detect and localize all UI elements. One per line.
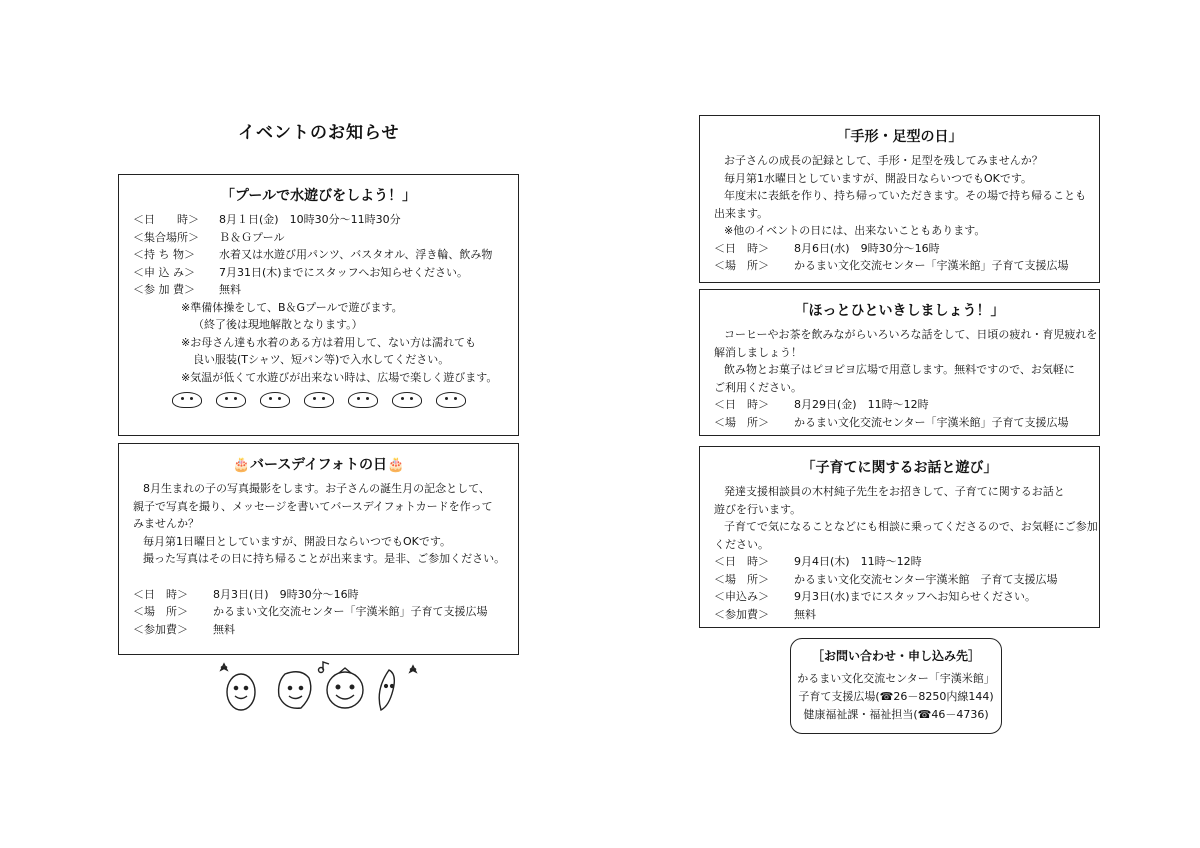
contact-box [790,638,1002,734]
parenting-text: 遊びを行います。 [714,502,802,516]
pool-row-date: ＜日 時＞ 8月１日(金) 10時30分～11時30分 [133,213,401,226]
relax-row-place: ＜場 所＞ かるまい文化交流センター「宇漢米館」子育て支援広場 [714,415,1069,429]
contact-title: ［お問い合わせ・申し込み先］ [811,649,980,663]
birthday-text: 毎月第1日曜日としていますが、開設日ならいつでもOKです。 [143,534,451,548]
pool-note: ※お母さん達も水着のある方は着用して、ない方は濡れても [181,335,476,349]
pool-row-application: ＜申 込 み＞ 7月31日(木)までにスタッフへお知らせください。 [133,265,469,279]
parenting-row-date: ＜日 時＞ 9月4日(木) 11時～12時 [714,555,922,568]
relax-row-date: ＜日 時＞ 8月29日(金) 11時～12時 [714,398,929,411]
swimmer-icon [260,392,290,408]
pool-row-belongings: ＜持 ち 物＞ 水着又は水遊び用パンツ、バスタオル、浮き輪、飲み物 [133,248,493,261]
parenting-text: ください。 [714,537,769,551]
relax-text: ご利用ください。 [714,380,802,394]
birthday-text: みませんか？ [133,517,199,530]
cake-icon: 🎂 [386,457,405,473]
contact-line: かるまい文化交流センター「宇漢米館」 [797,672,995,685]
page-title: イベントのお知らせ [238,123,400,143]
parenting-text: 子育てで気になることなどにも相談に乗ってくださるので、お気軽にご参加 [724,520,1098,533]
relax-text: 飲み物とお菓子はピヨピヨ広場で用意します。無料ですので、お気軽に [724,363,1075,376]
birthday-photo-title: 🎂バースデイフォトの日🎂 [232,457,405,473]
pool-event-box [118,174,519,436]
handprint-row-place: ＜場 所＞ かるまい文化交流センター「宇漢米館」子育て支援広場 [714,259,1069,272]
birthday-photo-box [118,443,519,655]
swimmer-icon [436,392,466,408]
birthday-text: 8月生まれの子の写真撮影をします。お子さんの誕生月の記念として、 [143,482,490,495]
relax-text: コーヒーやお茶を飲みながらいろいろな話をして、日頃の疲れ・育児疲れを [724,328,1098,341]
swimmer-icon [392,392,422,408]
relax-event-box [699,289,1100,436]
handprint-text: 出来ます。 [714,206,769,220]
relax-event-title: 「ほっとひといきしましょう！」 [794,303,1005,319]
birthday-text: 親子で写真を撮り、メッセージを書いてバースデイフォトカードを作って [133,499,493,513]
birthday-row-fee: ＜参加費＞ 無料 [133,622,235,636]
birthday-row-date: ＜日 時＞ 8月3日(日) 9時30分～16時 [133,587,359,601]
swimmer-icon [304,392,334,408]
swimmer-icon [172,392,202,408]
swimmer-icon [348,392,378,408]
birthday-row-place: ＜場 所＞ かるまい文化交流センター「宇漢米館」子育て支援広場 [133,605,488,618]
parenting-talk-box [699,446,1100,628]
handprint-event-box [699,115,1100,283]
contact-line: 子育て支援広場(☎26－8250内線144) [798,690,994,703]
parenting-row-place: ＜場 所＞ かるまい文化交流センター宇漢米館 子育て支援広場 [714,572,1058,586]
pool-note: ※気温が低くて水遊びが出来ない時は、広場で楽しく遊びます。 [181,370,498,384]
handprint-event-title: 「手形・足型の日」 [836,129,963,145]
pool-note: ※準備体操をして、B＆Gプールで遊びます。 [181,300,403,314]
handprint-text: ※他のイベントの日には、出来ないこともあります。 [724,224,986,237]
handprint-text: 毎月第1水曜日としていますが、開設日ならいつでもOKです。 [724,171,1032,185]
pool-row-fee: ＜参 加 費＞ 無料 [133,283,241,296]
relax-text: 解消しましょう！ [714,345,802,359]
cake-icon: 🎂 [232,457,251,473]
handprint-row-date: ＜日 時＞ 8月6日(水) 9時30分～16時 [714,241,940,255]
handprint-text: お子さんの成長の記録として、手形・足型を残してみませんか？ [724,154,1043,167]
pool-note: 良い服装(Tシャツ、短パン等)で入水してください。 [193,353,450,366]
dancing-vegetables-illustration [205,660,425,716]
pool-row-meeting-place: ＜集合場所＞ Ｂ＆Ｇプール [133,230,285,244]
parenting-text: 発達支援相談員の木村純子先生をお招きして、子育てに関するお話と [724,485,1065,498]
contact-line: 健康福祉課・福祉担当(☎46－4736) [803,708,989,721]
handprint-text: 年度末に表紙を作り、持ち帰っていただきます。その場で持ち帰ることも [724,189,1087,202]
parenting-row-fee: ＜参加費＞ 無料 [714,607,816,621]
swimmer-icon [216,392,246,408]
swimming-kids-illustration [119,392,518,408]
pool-note: （終了後は現地解散となります。） [193,318,363,331]
pool-event-title: 「プールで水遊びをしよう！」 [220,188,417,204]
birthday-text: 撮った写真はその日に持ち帰ることが出来ます。是非、ご参加ください。 [143,552,506,565]
parenting-row-application: ＜申込み＞ 9月3日(水)までにスタッフへお知らせください。 [714,590,1037,603]
parenting-talk-title: 「子育てに関するお話と遊び」 [801,460,998,476]
